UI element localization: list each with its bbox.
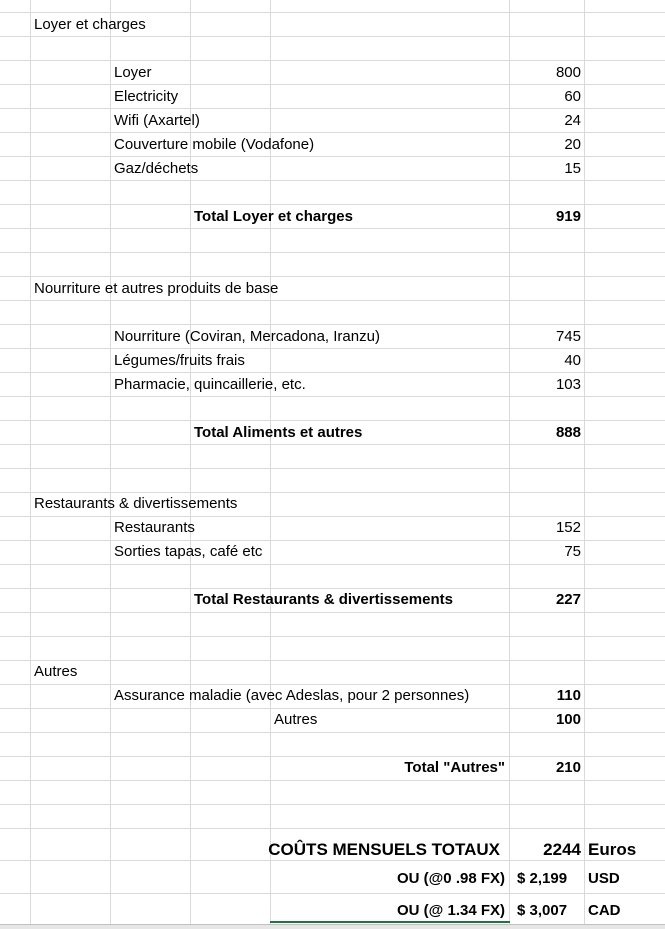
item-value[interactable]: 15	[564, 160, 581, 177]
grid-row-line	[0, 612, 665, 613]
item-value[interactable]: 152	[555, 519, 581, 536]
item-value[interactable]: 40	[564, 352, 581, 369]
section-title-restaurants[interactable]: Restaurants & divertissements	[34, 495, 238, 512]
selection-underline	[270, 921, 510, 923]
item-label[interactable]: Assurance maladie (avec Adeslas, pour 2 personnes)	[114, 687, 470, 704]
total-label-other[interactable]: Total "Autres"	[404, 759, 505, 776]
item-value[interactable]: 103	[555, 376, 581, 393]
sheet-tab-bar[interactable]	[0, 924, 665, 929]
item-label[interactable]: Nourriture (Coviran, Mercadona, Iranzu)	[114, 328, 380, 345]
grid-column-line	[110, 0, 111, 928]
item-value[interactable]: 75	[564, 543, 581, 560]
usd-label[interactable]: OU (@0 .98 FX)	[397, 870, 505, 887]
total-value-food[interactable]: 888	[555, 424, 581, 441]
item-label[interactable]: Loyer	[114, 64, 152, 81]
item-value[interactable]: 110	[556, 687, 581, 704]
grid-column-line	[584, 0, 585, 928]
item-label[interactable]: Electricity	[114, 88, 179, 105]
grid-row-line	[0, 660, 665, 661]
cad-value[interactable]: $ 3,007	[517, 902, 568, 919]
grid-row-line	[0, 780, 665, 781]
total-label-food[interactable]: Total Aliments et autres	[194, 424, 363, 441]
total-value-restaurants[interactable]: 227	[555, 591, 581, 608]
usd-unit[interactable]: USD	[588, 870, 620, 887]
item-value[interactable]: 745	[555, 328, 581, 345]
grid-row-line	[0, 468, 665, 469]
grid-row-line	[0, 804, 665, 805]
item-value[interactable]: 60	[564, 88, 581, 105]
item-value[interactable]: 20	[564, 136, 581, 153]
grid-row-line	[0, 636, 665, 637]
section-title-food[interactable]: Nourriture et autres produits de base	[34, 280, 279, 297]
total-value-other[interactable]: 210	[555, 759, 581, 776]
item-label[interactable]: Pharmacie, quincaillerie, etc.	[114, 376, 306, 393]
item-label[interactable]: Couverture mobile (Vodafone)	[114, 136, 315, 153]
item-value[interactable]: 24	[564, 112, 581, 129]
item-label[interactable]: Sorties tapas, café etc	[114, 543, 263, 560]
grid-row-line	[0, 732, 665, 733]
item-value[interactable]: 800	[555, 64, 581, 81]
usd-value[interactable]: $ 2,199	[517, 870, 568, 887]
item-label[interactable]: Légumes/fruits frais	[114, 352, 245, 369]
grand-total-value[interactable]: 2244	[543, 840, 581, 859]
grid-row-line	[0, 828, 665, 829]
grand-total-label[interactable]: COÛTS MENSUELS TOTAUX	[268, 840, 500, 859]
grid-column-line	[30, 0, 31, 928]
total-label-rent[interactable]: Total Loyer et charges	[194, 208, 353, 225]
total-value-rent[interactable]: 919	[555, 208, 581, 225]
grid-row-line	[0, 252, 665, 253]
grand-total-unit[interactable]: Euros	[588, 840, 637, 859]
item-label[interactable]: Restaurants	[114, 519, 195, 536]
grid-row-line	[0, 564, 665, 565]
cad-label[interactable]: OU (@ 1.34 FX)	[397, 902, 505, 919]
grid-row-line	[0, 893, 665, 894]
section-title-other[interactable]: Autres	[34, 663, 78, 680]
item-label[interactable]: Gaz/déchets	[114, 160, 199, 177]
total-label-restaurants[interactable]: Total Restaurants & divertissements	[194, 591, 453, 608]
item-label[interactable]: Wifi (Axartel)	[114, 112, 200, 129]
cad-unit[interactable]: CAD	[588, 902, 621, 919]
section-title-rent[interactable]: Loyer et charges	[34, 16, 146, 33]
item-value[interactable]: 100	[555, 711, 581, 728]
item-label[interactable]: Autres	[274, 711, 318, 728]
